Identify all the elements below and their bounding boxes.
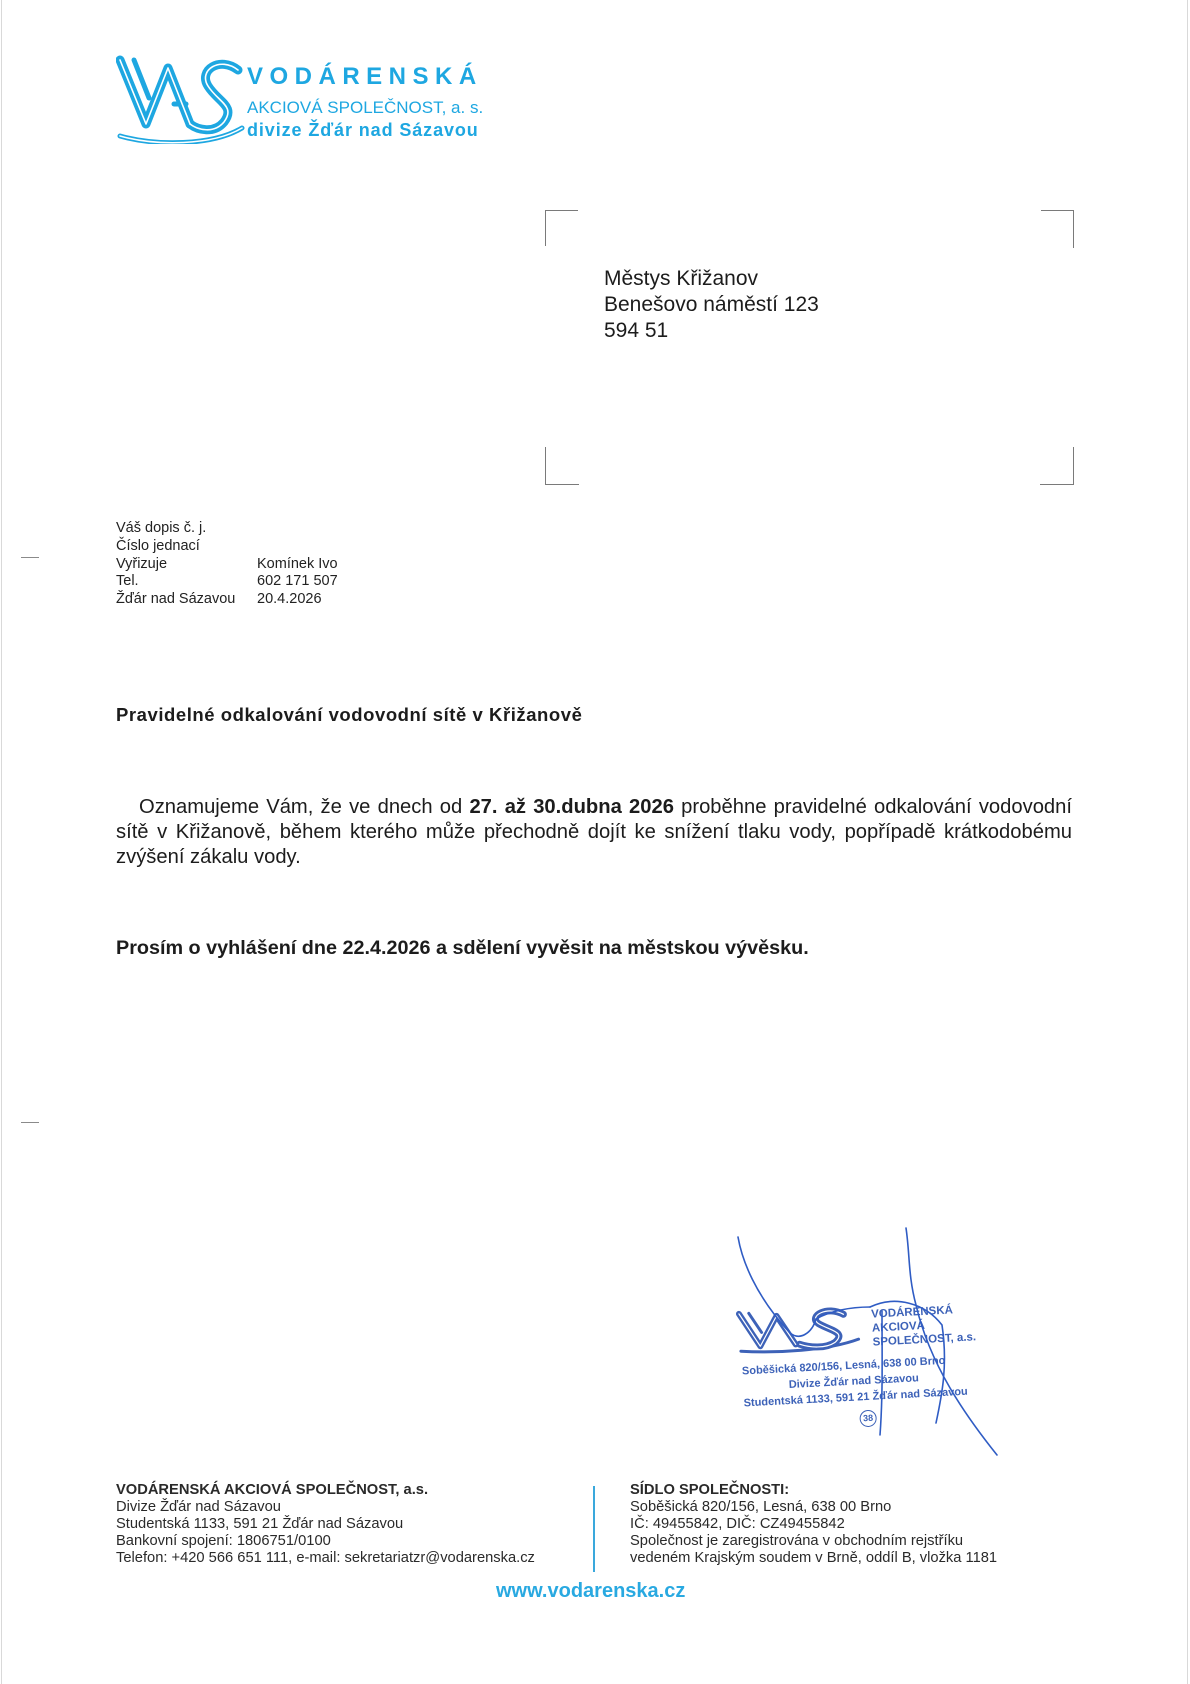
body-text-start: Oznamujeme Vám, že ve dnech od (139, 796, 470, 818)
reference-row (116, 520, 376, 538)
footer-company-info (116, 1482, 535, 1567)
footer-contact: Telefon: +420 566 651 111, e-mail: sekretariatzr@vodarenska.cz (116, 1550, 535, 1566)
recipient-postcode: 594 51 (604, 319, 669, 342)
footer-bank-account: Bankovní spojení: 1806751/0100 (116, 1533, 331, 1549)
reference-label: Váš dopis č. j. (116, 520, 207, 536)
stamp-address: Soběšická 820/156, Lesná, 638 00 Brno (741, 1354, 946, 1378)
footer-division-address: Studentská 1133, 591 21 Žďár nad Sázavou (116, 1516, 404, 1532)
body-text-end: proběhne pravidelné odkalování vodovodní sítě v Křižanově, během kterého může přechodně dojít ke snížení tlaku vody, popřípadě krátkodobému zvýšení zákalu vody. (116, 796, 1072, 868)
recipient-street: Benešovo náměstí 123 (604, 293, 819, 316)
recipient-address (604, 266, 819, 344)
footer-divider (593, 1486, 595, 1572)
logo-company-type: AKCIOVÁ SPOLEČNOST, a. s. (247, 98, 484, 117)
reference-value: Komínek Ivo (257, 555, 338, 572)
logo-division: divize Žďár nad Sázavou (247, 120, 479, 140)
reference-row (116, 573, 376, 591)
reference-row (116, 591, 376, 609)
address-window-corner (1041, 210, 1074, 248)
stamp-company-type: AKCIOVÁ (871, 1319, 926, 1335)
reference-value: 602 171 507 (257, 573, 338, 590)
address-window-corner (545, 210, 578, 246)
footer-office-address: Soběšická 820/156, Lesná, 638 00 Brno (630, 1499, 892, 1515)
address-window-corner (1040, 447, 1074, 485)
footer-company-name: VODÁRENSKÁ AKCIOVÁ SPOLEČNOST, a.s. (116, 1482, 429, 1498)
body-paragraph (116, 795, 1072, 870)
address-window-corner (545, 447, 579, 485)
body-dates: 27. až 30.dubna 2026 (469, 796, 674, 818)
letter-subject: Pravidelné odkalování vodovodní sítě v Křižanově (116, 704, 583, 725)
stamp-vas-logo-icon (735, 1303, 865, 1356)
footer-office-heading: SÍDLO SPOLEČNOSTI: (630, 1482, 790, 1498)
reference-label: Číslo jednací (116, 537, 200, 554)
footer-registration-court: vedeném Krajským soudem v Brně, oddíl B, vložka 1181 (630, 1550, 998, 1566)
reference-row (116, 556, 376, 574)
company-stamp (732, 1291, 1001, 1445)
website-url: www.vodarenska.cz (496, 1580, 686, 1602)
stamp-division-address: Studentská 1133, 591 21 Žďár nad Sázavou (743, 1385, 969, 1410)
reference-block (116, 520, 376, 609)
stamp-number: 38 (859, 1410, 877, 1428)
reference-label: Tel. (116, 573, 139, 590)
scan-edge-right (1187, 0, 1188, 1684)
logo-brand-name: VODÁRENSKÁ (247, 63, 483, 90)
stamp-brand: VODÁRENSKÁ (870, 1304, 954, 1321)
reference-row (116, 538, 376, 556)
footer-registration: Společnost je zaregistrována v obchodním rejstříku (630, 1533, 964, 1549)
announcement-request: Prosím o vyhlášení dne 22.4.2026 a sdělení vyvěsit na městskou vývěsku. (116, 937, 809, 959)
footer-registered-office (630, 1482, 997, 1567)
reference-label: Vyřizuje (116, 555, 168, 572)
fold-mark (21, 1122, 39, 1123)
recipient-name: Městys Křižanov (604, 267, 759, 290)
footer-division: Divize Žďár nad Sázavou (116, 1499, 281, 1515)
vas-logo-icon (116, 54, 246, 144)
footer-tax-ids: IČ: 49455842, DIČ: CZ49455842 (630, 1516, 845, 1532)
scan-edge-left (1, 0, 2, 1684)
stamp-division: Divize Žďár nad Sázavou (788, 1372, 920, 1392)
fold-mark (21, 557, 39, 558)
reference-label: Žďár nad Sázavou (116, 591, 236, 608)
stamp-company-type-2: SPOLEČNOST, a.s. (872, 1331, 977, 1349)
reference-value: 20.4.2026 (257, 591, 322, 608)
